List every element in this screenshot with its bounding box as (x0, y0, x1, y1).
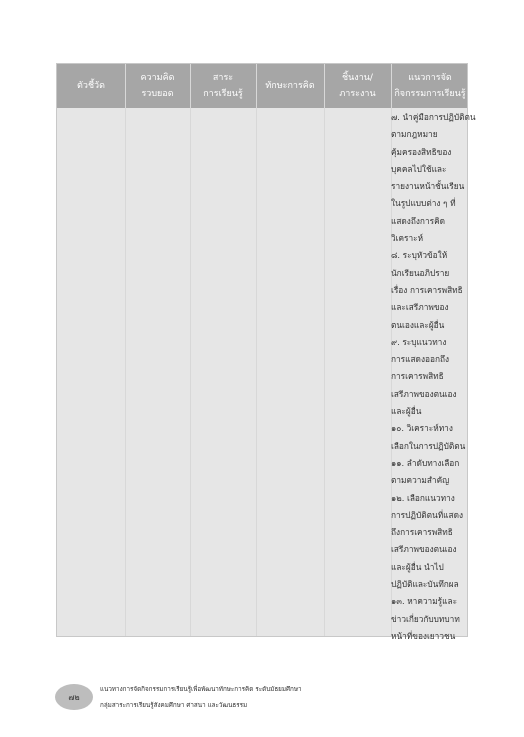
activity-line: ตามกฎหมาย (391, 129, 438, 140)
activity-line: ถึงการเคารพสิทธิ (391, 527, 453, 538)
activity-line: นักเรียนอภิปราย (391, 267, 450, 278)
header-activities-line2: กิจกรรมการเรียนรู้ (394, 89, 466, 99)
header-concept-line2: รวบยอด (141, 89, 174, 99)
activity-line: ๑๑. ลำดับทางเลือก (391, 457, 460, 468)
header-concept-line1: ความคิด (140, 73, 175, 83)
header-activities-line1: แนวการจัด (408, 73, 452, 83)
header-activities (391, 64, 469, 108)
activity-line: เสรีภาพของตนเอง (391, 388, 457, 399)
header-tasks-line1: ชิ้นงาน/ (342, 73, 373, 83)
activity-line: การเคารพสิทธิ (391, 371, 444, 382)
curriculum-table (56, 63, 476, 641)
header-thinking-skills (256, 64, 324, 108)
activity-line: และผู้อื่น (391, 406, 422, 417)
footer-title-line2: กลุ่มสาระการเรียนรู้สังคมศึกษา ศาสนา และวัฒนธรรม (100, 702, 248, 709)
activity-line: แสดงถึงการคิด (391, 215, 446, 226)
activity-line: ปฏิบัติและบันทึกผล (391, 579, 459, 590)
header-tasks (324, 64, 391, 108)
column-divider (125, 64, 126, 636)
header-tasks-line2: ภาระงาน (339, 89, 376, 99)
activity-line: ๙. ระบุแนวทาง (391, 336, 447, 347)
activity-line: ในรูปแบบต่าง ๆ ที่ (391, 198, 456, 209)
header-content (190, 64, 256, 108)
page-number-badge (55, 684, 93, 710)
activity-line: ตามความสำคัญ (391, 475, 450, 486)
column-divider (256, 64, 257, 636)
activity-line: รายงานหน้าชั้นเรียน (391, 181, 465, 192)
header-concept (125, 64, 190, 108)
activity-line: การแสดงออกถึง (391, 354, 450, 365)
activity-line: บุคคลไปใช้และ (391, 163, 447, 174)
activity-line: ๗. นำคู่มือการปฏิบัติตน (391, 112, 476, 122)
header-indicators-label: ตัวชี้วัด (77, 81, 105, 91)
activity-line: ๘. ระบุหัวข้อให้ (391, 250, 448, 261)
page-number: ๗๒ (68, 692, 80, 702)
activities-cell (391, 109, 476, 645)
activity-line: ตนเองและผู้อื่น (391, 319, 445, 330)
activity-line: เสรีภาพของตนเอง (391, 544, 457, 555)
activity-line: ๑๒. เลือกแนวทาง (391, 492, 455, 503)
activity-line: การปฏิบัติตนที่แสดง (391, 509, 464, 520)
activity-line: เลือกในการปฏิบัติตน (391, 440, 466, 451)
header-indicators (57, 64, 125, 108)
footer-title-line1: แนวทางการจัดกิจกรรมการเรียนรู้เพื่อพัฒนาทักษะการคิด ระดับมัธยมศึกษา (100, 686, 302, 693)
activity-line: และเสรีภาพของ (391, 302, 449, 313)
column-divider (190, 64, 191, 636)
activity-line: เรื่อง การเคารพสิทธิ (391, 284, 463, 295)
header-thinking-skills-label: ทักษะการคิด (265, 81, 315, 91)
activity-line: คุ้มครองสิทธิของ (391, 146, 452, 157)
activity-line: ๑๐. วิเคราะห์ทาง (391, 423, 453, 434)
activity-line: หน้าที่ของเยาวชน (391, 630, 456, 641)
header-content-line2: การเรียนรู้ (203, 89, 243, 99)
column-divider (324, 64, 325, 636)
activity-line: วิเคราะห์ (391, 233, 424, 244)
activity-line: และผู้อื่น นำไป (391, 561, 444, 572)
activity-line: ข่าวเกี่ยวกับบทบาท (391, 613, 460, 624)
activity-line: ๑๓. หาความรู้และ (391, 596, 458, 607)
header-content-line1: สาระ (212, 73, 234, 83)
